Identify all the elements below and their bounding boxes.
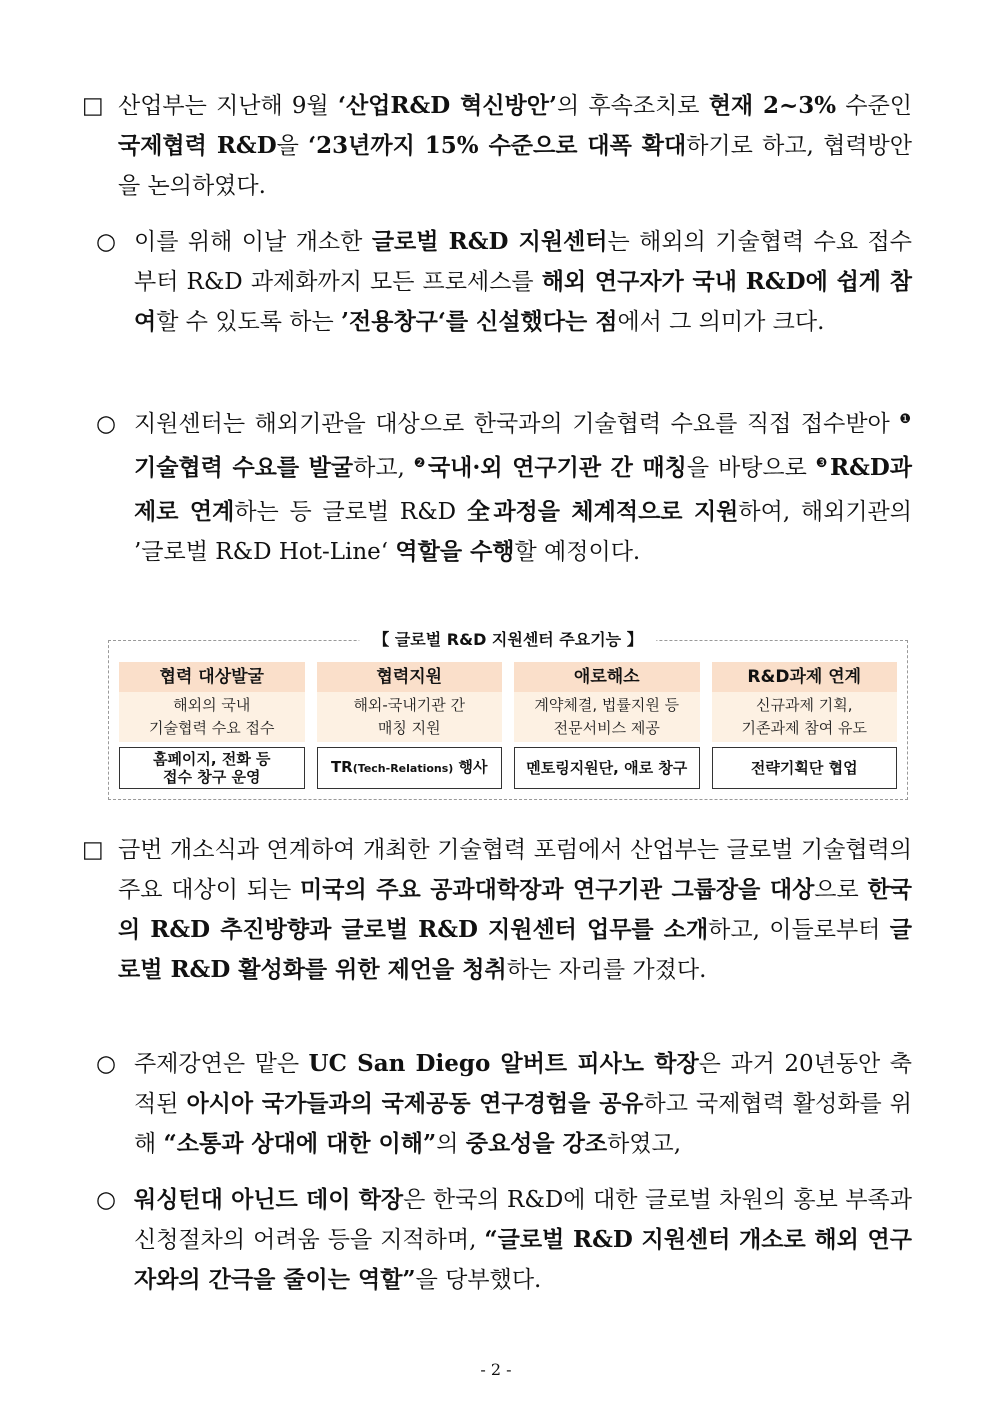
paragraph-5 <box>96 1044 912 1164</box>
paragraph-2-text: 이를 위해 이날 개소한 글로벌 R&D 지원센터는 해외의 기술협력 수요 접수부터 R&D 과제화까지 모든 프로세스를 해외 연구자가 국내 R&D에 쉽게 참여할 수 있도록 하는 ’전용창구‘를 신설했다는 점에서 그 의미가 크다. <box>134 228 913 335</box>
function-header: 협력지원 <box>317 662 503 692</box>
function-column <box>119 662 305 789</box>
paragraph-6 <box>96 1180 912 1300</box>
function-column <box>317 662 503 789</box>
functions-box-title: 【 글로벌 R&D 지원센터 주요기능 】 <box>359 627 656 650</box>
paragraph-1 <box>82 86 912 206</box>
circle-bullet-icon: ○ <box>96 411 117 437</box>
function-header: 협력 대상발굴 <box>119 662 305 692</box>
square-bullet-icon: □ <box>82 837 104 863</box>
number-1-icon: ❶ <box>899 412 911 427</box>
square-bullet-icon: □ <box>82 93 104 119</box>
number-3-icon: ❸ <box>815 456 829 471</box>
paragraph-6-text: 워싱턴대 아닌드 데이 학장은 한국의 R&D에 대한 글로벌 차원의 홍보 부족과 신청절차의 어려움 등을 지적하며, “글로벌 R&D 지원센터 개소로 해외 연구자와의 간극을 줄이는 역할”을 당부했다. <box>134 1186 912 1293</box>
circle-bullet-icon: ○ <box>96 229 117 255</box>
number-2-icon: ❷ <box>413 456 427 471</box>
page-number: - 2 - <box>480 1360 512 1379</box>
function-column <box>514 662 700 789</box>
functions-box <box>108 630 908 800</box>
function-channel: 홈페이지, 전화 등 접수 창구 운영 <box>119 747 305 789</box>
paragraph-1-text: 산업부는 지난해 9월 ‘산업R&D 혁신방안’의 후속조치로 현재 2~3% 수준인 국제협력 R&D을 ‘23년까지 15% 수준으로 대폭 확대하기로 하고, 협력방안을 논의하였다. <box>118 92 913 199</box>
paragraph-3 <box>96 404 912 572</box>
function-channel: 전략기획단 협업 <box>712 747 898 789</box>
paragraph-4-text: 금번 개소식과 연계하여 개최한 기술협력 포럼에서 산업부는 글로벌 기술협력의 주요 대상이 되는 미국의 주요 공과대학장과 연구기관 그룹장을 대상으로 한국의 R&D 추진방향과 글로벌 R&D 지원센터 업무를 소개하고, 이들로부터 글로벌 R&D 활성화를 위한 제언을 청취하는 자리를 가졌다. <box>118 837 913 983</box>
function-channel: TR(Tech-Relations) 행사 <box>317 747 503 789</box>
function-description: 해외-국내기관 간 매칭 지원 <box>317 692 503 742</box>
function-header: R&D과제 연계 <box>712 662 898 692</box>
circle-bullet-icon: ○ <box>96 1051 117 1077</box>
paragraph-4 <box>82 830 912 990</box>
function-description: 해외의 국내 기술협력 수요 접수 <box>119 692 305 742</box>
function-column <box>712 662 898 789</box>
function-channel: 멘토링지원단, 애로 창구 <box>514 747 700 789</box>
paragraph-5-text: 주제강연은 맡은 UC San Diego 알버트 피사노 학장은 과거 20년동안 축적된 아시아 국가들과의 국제공동 연구경험을 공유하고 국제협력 활성화를 위해 “소통과 상대에 대한 이해”의 중요성을 강조하였고, <box>134 1050 912 1157</box>
function-description: 신규과제 기획, 기존과제 참여 유도 <box>712 692 898 742</box>
function-header: 애로해소 <box>514 662 700 692</box>
circle-bullet-icon: ○ <box>96 1187 117 1213</box>
function-description: 계약체결, 법률지원 등 전문서비스 제공 <box>514 692 700 742</box>
paragraph-2 <box>96 222 912 342</box>
paragraph-3-text: 지원센터는 해외기관을 대상으로 한국과의 기술협력 수요를 직접 접수받아 $^❶$기술협력 수요를 발굴하고, $^❷$국내·외 연구기관 간 매칭을 바탕으로 $^❸$R&D과제로 연계하는 등 글로벌 R&D 全과정을 체계적으로 지원하여, 해외기관의 ’글로벌 R&D Hot-Line‘ 역할을 수행할 예정이다. <box>134 411 912 565</box>
